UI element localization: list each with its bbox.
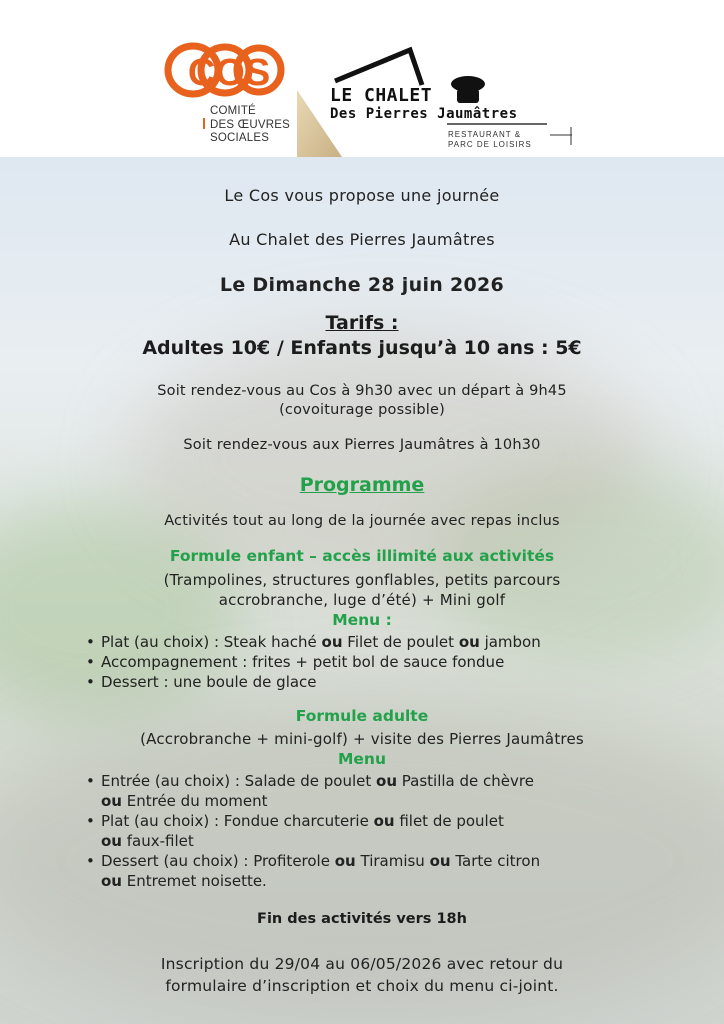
list-item: • Entrée (au choix) : Salade de poulet ou Pastilla de chèvre ou Entrée du moment (86, 771, 540, 811)
formule-enfant-desc-line2: accrobranche, luge d’été) + Mini golf (218, 591, 506, 609)
formule-adulte-desc: (Accrobranche + mini-golf) + visite des Pierres Jaumâtres (140, 730, 584, 748)
rdv-option1-line1: Soit rendez-vous au Cos à 9h30 avec un départ à 9h45 (157, 383, 567, 399)
formule-adulte-menu-title: Menu (337, 750, 386, 768)
fin-activites: Fin des activités vers 18h (257, 911, 467, 927)
programme-activities: Activités tout au long de la journée avec repas inclus (164, 513, 560, 529)
programme-title: Programme (299, 474, 425, 496)
list-item: • Accompagnement : frites + petit bol de sauce fondue (86, 652, 541, 672)
chalet-sub-line1: RESTAURANT & (448, 130, 522, 139)
intro-line1: Le Cos vous propose une journée (224, 186, 500, 205)
event-date: Le Dimanche 28 juin 2026 (219, 274, 505, 296)
rdv-option2: Soit rendez-vous aux Pierres Jaumâtres à 10h30 (183, 437, 541, 453)
inscription-line2: formulaire d’inscription et choix du menu ci-joint. (165, 977, 559, 995)
formule-adulte-title: Formule adulte (295, 707, 429, 725)
rdv-option1-line2: (covoiturage possible) (279, 402, 445, 418)
cos-subtitle-line1: COMITÉ (210, 105, 256, 117)
cos-subtitle-line3: SOCIALES (210, 132, 270, 144)
cos-logo-text: COS (187, 52, 271, 94)
formule-enfant-menu-title: Menu : (332, 611, 392, 629)
list-item: • Plat (au choix) : Fondue charcuterie ou filet de poulet ou faux-filet (86, 811, 540, 851)
list-item: • Dessert (au choix) : Profiterole ou Tiramisu ou Tarte citron ou Entremet noisette. (86, 851, 540, 891)
list-item: • Plat (au choix) : Steak haché ou Filet de poulet ou jambon (86, 632, 541, 652)
intro-line2: Au Chalet des Pierres Jaumâtres (229, 230, 495, 249)
chalet-sub-line2: PARC DE LOISIRS (448, 140, 532, 149)
list-item: • Dessert : une boule de glace (86, 672, 541, 692)
inscription-line1: Inscription du 29/04 au 06/05/2026 avec retour du (160, 955, 564, 973)
chalet-name-line2: Des Pierres Jaumâtres (330, 106, 518, 122)
formule-enfant-title: Formule enfant – accès illimité aux activités (169, 547, 555, 565)
tarifs-values: Adultes 10€ / Enfants jusqu’à 10 ans : 5€ (142, 337, 582, 359)
formule-enfant-desc-line1: (Trampolines, structures gonflables, petits parcours (163, 571, 561, 589)
formule-adulte-menu-list (86, 771, 540, 891)
cos-subtitle-line2-text: DES ŒUVRES (210, 119, 290, 131)
tarifs-title: Tarifs : (325, 312, 399, 334)
formule-enfant-menu-list (86, 632, 541, 692)
chalet-name-line1: LE CHALET (330, 85, 433, 106)
